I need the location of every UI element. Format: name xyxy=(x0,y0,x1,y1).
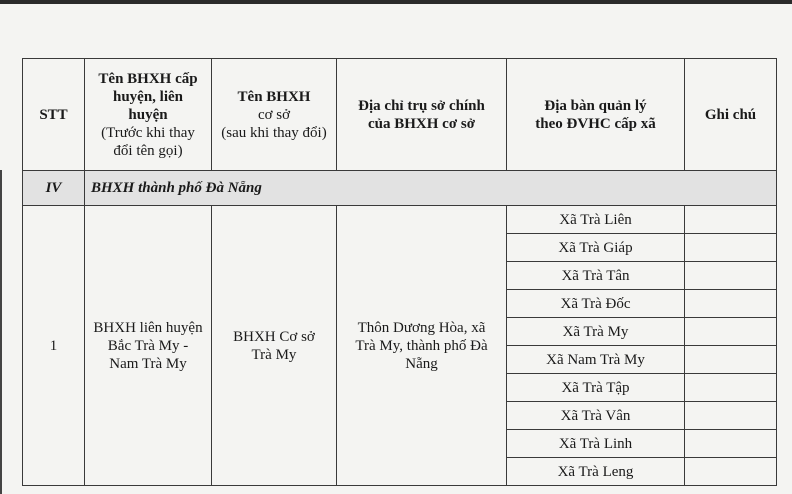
row-address xyxy=(337,206,507,486)
table-row xyxy=(23,206,777,234)
row-address-line-2: Trà My, thành phố Đà xyxy=(355,337,488,354)
header-base-name xyxy=(212,59,337,171)
header-stt-label: STT xyxy=(39,106,68,123)
row-district-name xyxy=(85,206,212,486)
row-district-line-3: Nam Trà My xyxy=(109,355,187,372)
row-base-line-2: Trà My xyxy=(251,346,297,363)
header-stt xyxy=(23,59,85,171)
row-address-line-3: Nẵng xyxy=(405,355,438,372)
agency-table xyxy=(22,58,777,486)
left-margin-rule xyxy=(0,170,2,494)
header-district-line-2: huyện, liên xyxy=(112,88,184,105)
section-number: IV xyxy=(23,171,85,206)
top-border xyxy=(0,0,792,4)
header-base-line-1: Tên BHXH xyxy=(237,88,311,105)
commune-cell: Xã Nam Trà My xyxy=(507,346,685,374)
header-address xyxy=(337,59,507,171)
row-district-line-2: Bắc Trà My - xyxy=(107,337,189,354)
note-cell xyxy=(685,290,777,318)
header-base-line-2: cơ sở xyxy=(257,106,291,123)
header-district-note-1: (Trước khi thay xyxy=(101,124,195,141)
header-row xyxy=(23,59,777,171)
commune-cell: Xã Trà My xyxy=(507,318,685,346)
commune-cell: Xã Trà Tân xyxy=(507,262,685,290)
note-cell xyxy=(685,430,777,458)
header-base-note: (sau khi thay đổi) xyxy=(221,124,327,141)
commune-cell: Xã Trà Linh xyxy=(507,430,685,458)
note-cell xyxy=(685,458,777,486)
header-note xyxy=(685,59,777,171)
note-cell xyxy=(685,262,777,290)
note-cell xyxy=(685,402,777,430)
row-district-line-1: BHXH liên huyện xyxy=(93,319,203,336)
commune-cell: Xã Trà Vân xyxy=(507,402,685,430)
commune-cell: Xã Trà Liên xyxy=(507,206,685,234)
note-cell xyxy=(685,234,777,262)
commune-cell: Xã Trà Đốc xyxy=(507,290,685,318)
row-stt: 1 xyxy=(23,206,85,486)
header-address-line-1: Địa chỉ trụ sở chính xyxy=(358,97,485,114)
header-address-line-2: của BHXH cơ sở xyxy=(367,115,476,132)
section-row xyxy=(23,171,777,206)
commune-cell: Xã Trà Tập xyxy=(507,374,685,402)
header-district-note-2: đổi tên gọi) xyxy=(113,142,183,159)
commune-cell: Xã Trà Giáp xyxy=(507,234,685,262)
header-area-line-1: Địa bàn quản lý xyxy=(544,97,647,114)
note-cell xyxy=(685,374,777,402)
header-area xyxy=(507,59,685,171)
row-base-line-1: BHXH Cơ sở xyxy=(233,328,315,345)
commune-cell: Xã Trà Leng xyxy=(507,458,685,486)
header-district-line-1: Tên BHXH cấp xyxy=(98,70,198,87)
note-cell xyxy=(685,346,777,374)
note-cell xyxy=(685,318,777,346)
header-district-name xyxy=(85,59,212,171)
row-address-line-1: Thôn Dương Hòa, xã xyxy=(357,319,486,336)
header-district-line-3: huyện xyxy=(128,106,168,123)
row-base-name xyxy=(212,206,337,486)
section-title: BHXH thành phố Đà Nẵng xyxy=(85,171,777,206)
header-area-line-2: theo ĐVHC cấp xã xyxy=(535,115,656,132)
header-note-label: Ghi chú xyxy=(704,106,757,123)
note-cell xyxy=(685,206,777,234)
